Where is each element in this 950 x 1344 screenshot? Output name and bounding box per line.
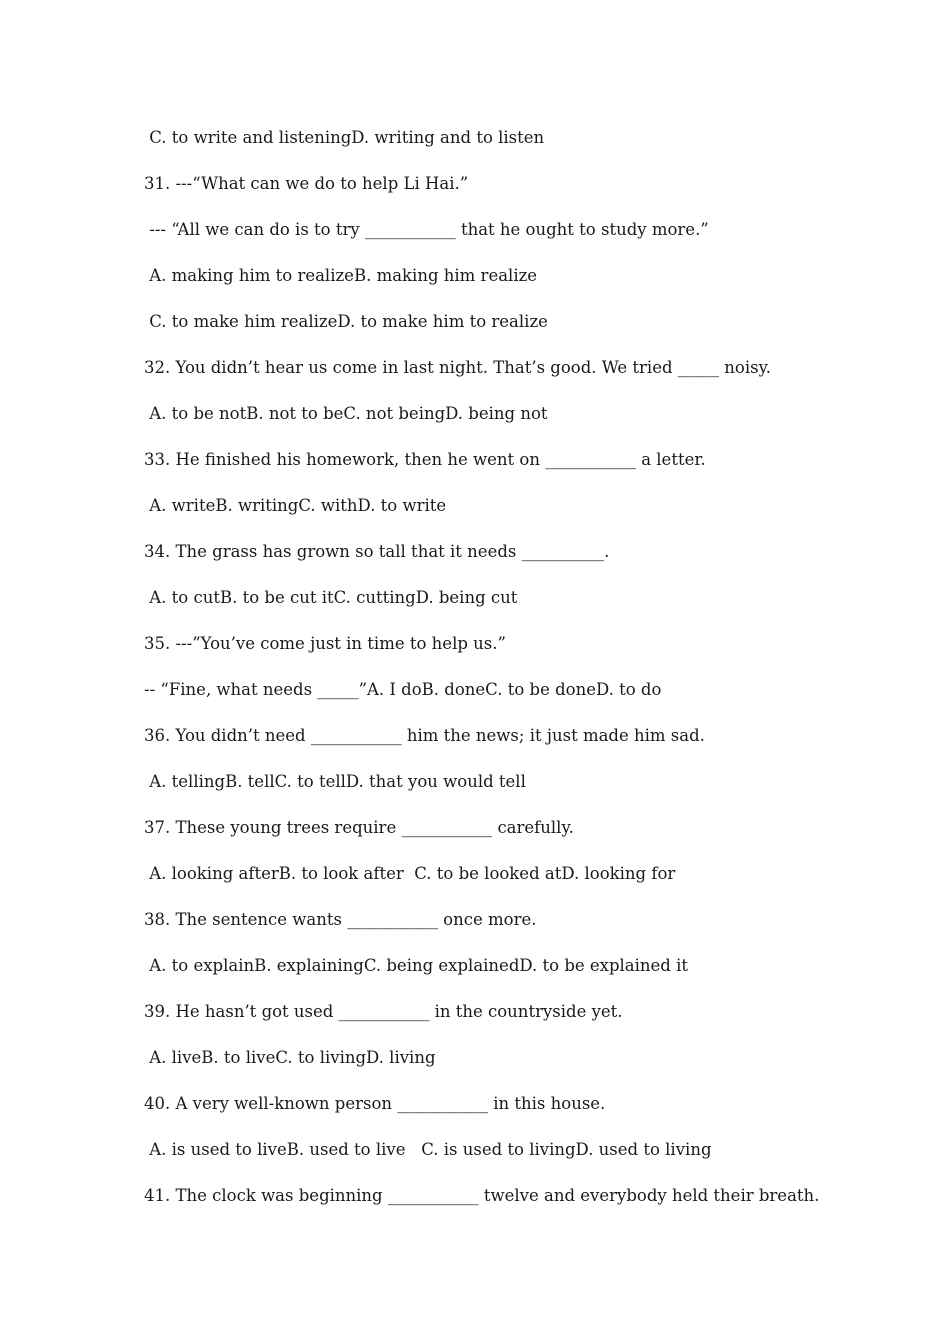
option-line: A. to explainB. explainingC. being explainedD. to be explained it <box>144 956 689 975</box>
option-line: A. liveB. to liveC. to livingD. living <box>144 1048 436 1067</box>
option-line: C. to write and listeningD. writing and to listen <box>144 128 545 147</box>
question-36: 36. You didn’t need ___________ him the news; it just made him sad. <box>144 726 705 745</box>
question-40: 40. A very well-known person ___________ in this house. <box>144 1094 606 1113</box>
option-line: C. to make him realizeD. to make him to realize <box>144 312 548 331</box>
option-line: A. is used to liveB. used to live C. is used to livingD. used to living <box>144 1140 712 1159</box>
question-33: 33. He finished his homework, then he went on ___________ a letter. <box>144 450 706 469</box>
option-line: A. to cutB. to be cut itC. cuttingD. being cut <box>144 588 518 607</box>
option-line: A. writeB. writingC. withD. to write <box>144 496 447 515</box>
dialogue-line: --- “All we can do is to try ___________ that he ought to study more.” <box>144 220 709 239</box>
question-37: 37. These young trees require ___________ carefully. <box>144 818 574 837</box>
question-39: 39. He hasn’t got used ___________ in the countryside yet. <box>144 1002 623 1021</box>
dialogue-line: -- “Fine, what needs _____”A. I doB. doneC. to be doneD. to do <box>144 680 662 699</box>
question-34: 34. The grass has grown so tall that it needs __________. <box>144 542 610 561</box>
question-41: 41. The clock was beginning ___________ twelve and everybody held their breath. <box>144 1186 820 1205</box>
option-line: A. tellingB. tellC. to tellD. that you would tell <box>144 772 526 791</box>
option-line: A. making him to realizeB. making him realize <box>144 266 538 285</box>
question-31: 31. ---“What can we do to help Li Hai.” <box>144 174 469 193</box>
question-38: 38. The sentence wants ___________ once more. <box>144 910 537 929</box>
option-line: A. looking afterB. to look after C. to be looked atD. looking for <box>144 864 676 883</box>
question-35: 35. ---”You’ve come just in time to help us.” <box>144 634 506 653</box>
question-32: 32. You didn’t hear us come in last night. That’s good. We tried _____ noisy. <box>144 358 771 377</box>
option-line: A. to be notB. not to beC. not beingD. being not <box>144 404 548 423</box>
